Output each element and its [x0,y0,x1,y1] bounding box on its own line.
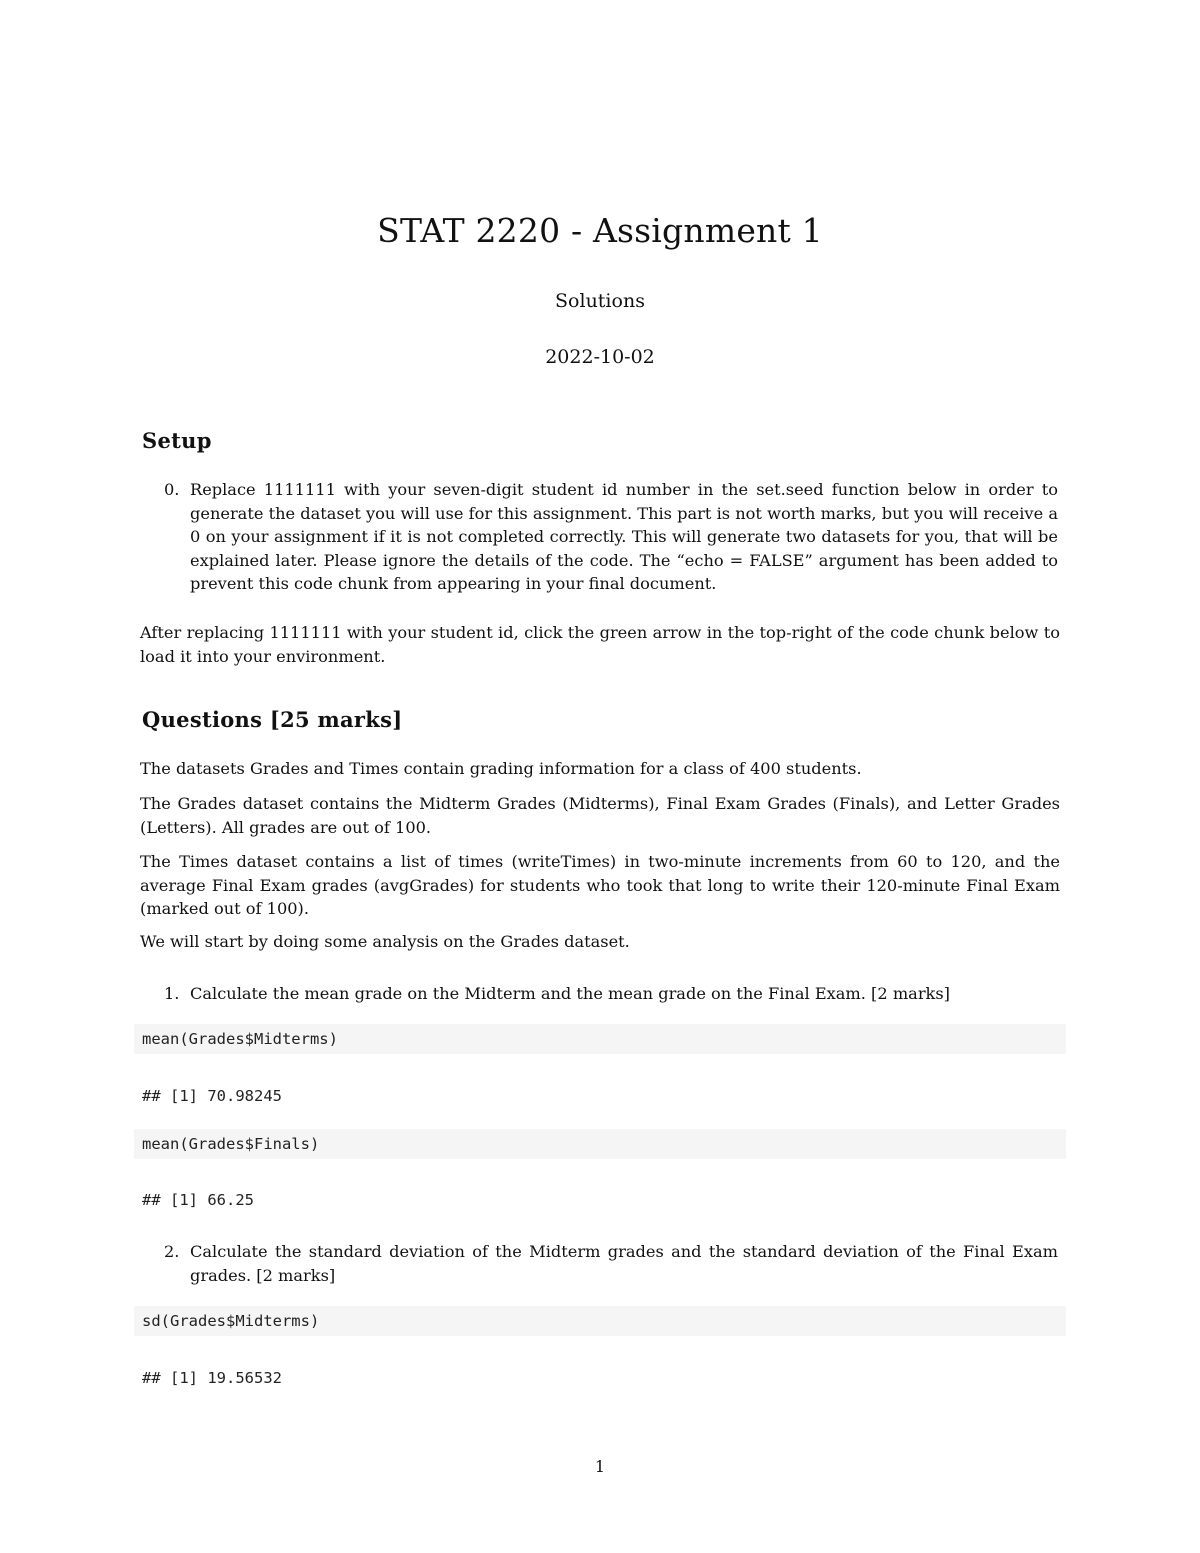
code-line: mean(Grades$Finals) [142,1135,320,1153]
question-2-text: Calculate the standard deviation of the Midterm grades and the standard deviation of the Final Exam grades. [2 marks] [190,1242,1058,1285]
setup-heading: Setup [142,428,212,453]
question-1-number: 1. [164,984,180,1003]
question-2-number: 2. [164,1242,180,1261]
document-date: 2022-10-02 [545,346,655,368]
document-title: STAT 2220 - Assignment 1 [377,211,823,250]
code-line: sd(Grades$Midterms) [142,1312,320,1330]
page-number: 1 [594,1457,606,1476]
questions-intro-3: The Times dataset contains a list of times (writeTimes) in two-minute increments from 60 to 120, and the average Final Exam grades (avgGrades) for students who took that long to write their 120-minute Final Exam (marked out of 100). [140,852,1060,918]
setup-after-text: After replacing 1111111 with your student id, click the green arrow in the top-right of the code chunk below to load it into your environment. [140,623,1060,666]
code-chunk [134,1129,1066,1159]
document-author: Solutions [555,290,645,312]
setup-item-number: 0. [164,480,180,499]
questions-intro-2: The Grades dataset contains the Midterm Grades (Midterms), Final Exam Grades (Finals), and Letter Grades (Letters). All grades are out of 100. [140,794,1060,837]
questions-intro-1: The datasets Grades and Times contain grading information for a class of 400 students. [140,759,862,778]
question-1-text: Calculate the mean grade on the Midterm and the mean grade on the Final Exam. [2 marks] [190,984,950,1003]
code-chunk [134,1024,1066,1054]
questions-heading: Questions [25 marks] [142,707,403,732]
code-line: mean(Grades$Midterms) [142,1030,338,1048]
code-output: ## [1] 19.56532 [142,1369,282,1387]
setup-item-text: Replace 1111111 with your seven-digit student id number in the set.seed function below in order to generate the dataset you will use for this assignment. This part is not worth marks, but you will receive a 0 on your assignment if it is not completed correctly. This will generate two datasets for you, that will be explained later. Please ignore the details of the code. The “echo = FALSE” argument has been added to prevent this code chunk from appearing in your final document. [190,480,1058,593]
code-output: ## [1] 70.98245 [142,1087,282,1105]
questions-intro-4: We will start by doing some analysis on the Grades dataset. [140,932,630,951]
code-chunk [134,1306,1066,1336]
code-output: ## [1] 66.25 [142,1191,254,1209]
